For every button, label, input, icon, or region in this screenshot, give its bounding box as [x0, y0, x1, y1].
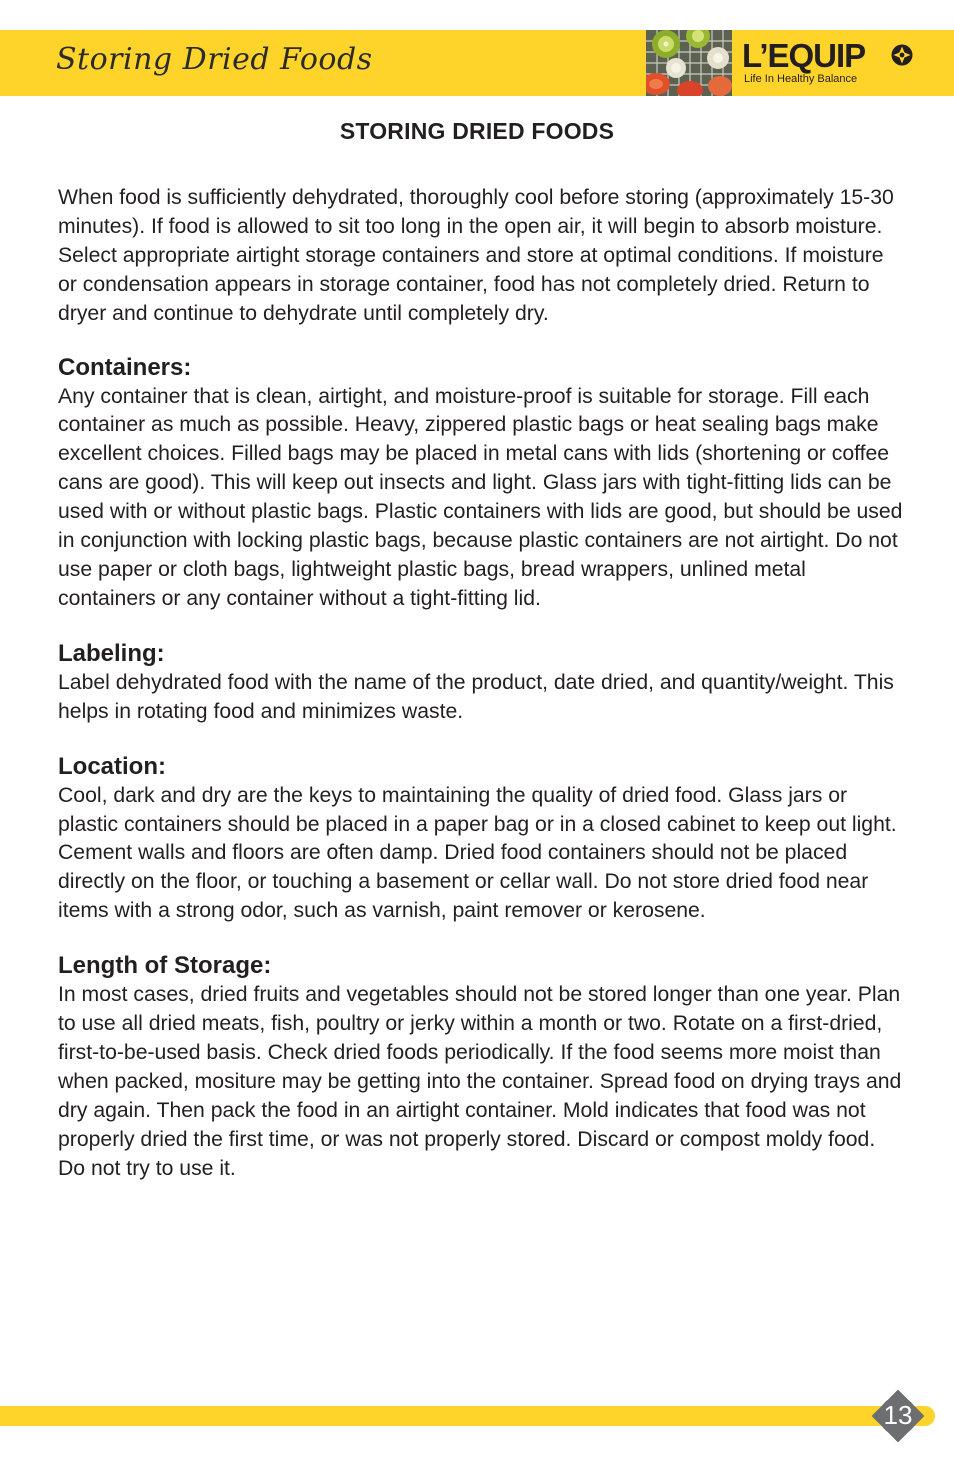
section-body: Cool, dark and dry are the keys to maintaining the quality of dried food. Glass jars or plastic containers should be placed in a paper bag or in a closed cabinet to keep out light. Cement walls and floors are often damp. Dried food containers should not be placed directly on the floor, or touching a basement or cellar wall. Do not store dried food near items with a strong odor, such as varnish, paint remover or kerosene. [58, 783, 897, 923]
section-length-of-storage [58, 951, 903, 1183]
section-location [58, 752, 903, 927]
intro-paragraph: When food is sufficiently dehydrated, thoroughly cool before storing (approximately 15-30 minutes). If food is allowed to sit too long in the open air, it will begin to absorb moisture. Select appropriate airtight storage containers and store at optimal conditions. If moisture or condensation appears in storage container, food has not completely dried. Return to dryer and continue to dehydrate until completely dry. [58, 186, 894, 325]
section-body: Any container that is clean, airtight, and moisture-proof is suitable for storage. Fill each container as much as possible. Heavy, zippered plastic bags or heat sealing bags make excellent choices. Filled bags may be placed in metal cans with lids (shortening or coffee cans are good). This will keep out insects and light. Glass jars with tight-fitting lids can be used with or without plastic bags. Plastic containers with lids are good, but should be used in conjunction with locking plastic bags, because plastic containers are not airtight. Do not use paper or cloth bags, lightweight plastic bags, bread wrappers, unlined metal containers or any container without a tight-fitting lid. [58, 384, 903, 610]
section-heading: Containers: [58, 353, 192, 381]
dried-fruit-photo [646, 30, 732, 96]
section-heading: Length of Storage: [58, 952, 272, 980]
brand-tagline: Life In Healthy Balance [744, 73, 858, 85]
section-heading: Labeling: [58, 639, 165, 667]
dried-fruit-image [646, 30, 732, 96]
section-labeling [58, 639, 903, 727]
section-containers [58, 353, 903, 614]
footer-band [0, 1406, 935, 1426]
section-heading: Location: [58, 752, 166, 780]
brand-emblem-icon [890, 43, 914, 67]
brand-name: L’EQUIP [742, 37, 866, 74]
page-number: 13 [883, 1400, 913, 1430]
section-body: Label dehydrated food with the name of the product, date dried, and quantity/weight. This helps in rotating food and minimizes waste. [58, 670, 894, 723]
main-content [58, 184, 903, 1208]
header-title: Storing Dried Foods [56, 42, 373, 77]
brand-logo [742, 36, 922, 90]
section-body: In most cases, dried fruits and vegetables should not be stored longer than one year. Plan to use all dried meats, fish, poultry or jerky within a month or two. Rotate on a first-dried, first-to-be-used basis. Check dried foods periodically. If the food seems more moist than when packed, mositure may be getting into the container. Spread food on drying trays and dry again. Then pack the food in an airtight container. Mold indicates that food was not properly dried the first time, or was not properly stored. Discard or compost moldy food. Do not try to use it. [58, 983, 902, 1180]
page-title: STORING DRIED FOODS [339, 118, 615, 144]
